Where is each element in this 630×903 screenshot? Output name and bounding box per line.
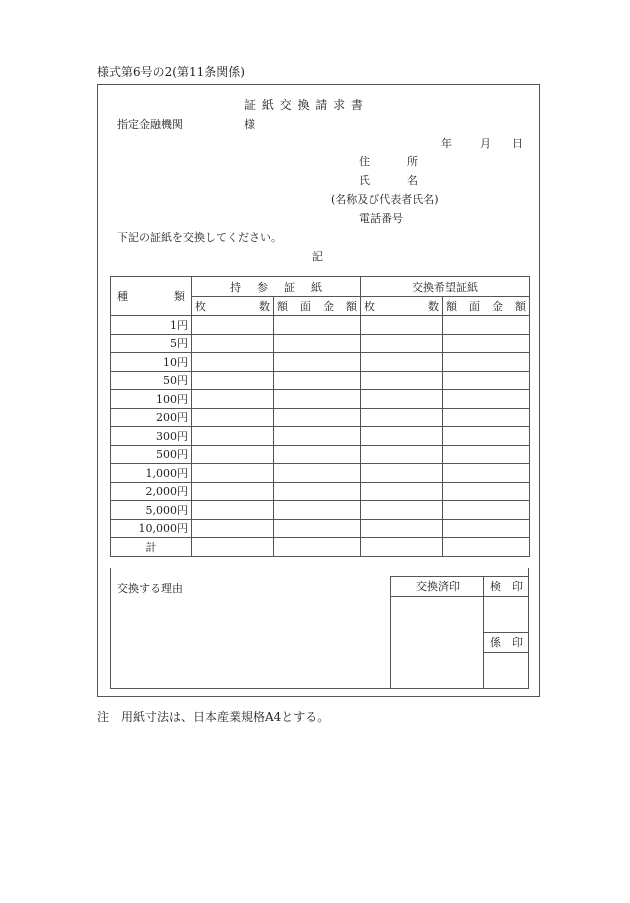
denomination-cell: 1円 [111,316,192,335]
honorific: 様 [244,118,255,131]
total-brought-count[interactable] [192,538,274,557]
brought-amount-cell[interactable] [274,408,361,427]
denomination-cell: 200円 [111,408,192,427]
table-row [111,501,530,520]
desired-count-cell[interactable] [361,464,443,483]
ki-label: 記 [312,250,323,263]
desired-count-cell[interactable] [361,408,443,427]
brought-count-cell[interactable] [192,334,274,353]
stamp-table [110,276,530,557]
reason-input-area[interactable] [117,600,385,684]
table-row [111,445,530,464]
table-row [111,353,530,372]
brought-amount-cell[interactable] [274,316,361,335]
type-header: 種 類 [111,277,192,316]
brought-amount-cell[interactable] [274,390,361,409]
date-day: 日 [512,137,523,150]
exchanged-seal-area[interactable] [391,597,482,687]
desired-amount-cell[interactable] [443,316,530,335]
table-row [111,334,530,353]
total-desired-amount[interactable] [443,538,530,557]
brought-amount-cell[interactable] [274,482,361,501]
table-row [111,316,530,335]
date-month: 月 [480,137,491,150]
brought-count-cell[interactable] [192,445,274,464]
brought-count-cell[interactable] [192,316,274,335]
denomination-cell: 1,000円 [111,464,192,483]
desired-amount-cell[interactable] [443,501,530,520]
desired-count-cell[interactable] [361,482,443,501]
denomination-cell: 10,000円 [111,519,192,538]
count-header: 枚 数 [361,297,443,316]
date-year: 年 [441,137,452,150]
denomination-cell: 5,000円 [111,501,192,520]
count-header: 枚 数 [192,297,274,316]
request-text: 下記の証紙を交換してください。 [117,231,282,244]
phone-label: 電話番号 [359,212,403,225]
name-label: 氏 名 [359,174,418,187]
brought-amount-cell[interactable] [274,501,361,520]
brought-amount-cell[interactable] [274,427,361,446]
denomination-cell: 300円 [111,427,192,446]
brought-count-cell[interactable] [192,390,274,409]
denomination-cell: 5円 [111,334,192,353]
total-brought-amount[interactable] [274,538,361,557]
page-title: 証 紙 交 換 請 求 書 [244,98,364,112]
table-row [111,427,530,446]
brought-header: 持 参 証 紙 [192,277,361,297]
desired-amount-cell[interactable] [443,371,530,390]
denomination-cell: 100円 [111,390,192,409]
form-number-label: 様式第6号の2(第11条関係) [97,65,245,79]
brought-count-cell[interactable] [192,464,274,483]
total-label: 計 [111,538,192,557]
denomination-cell: 50円 [111,371,192,390]
desired-count-cell[interactable] [361,334,443,353]
inspection-seal-area[interactable] [484,597,529,631]
addressee: 指定金融機関 [117,118,183,131]
table-row [111,371,530,390]
desired-count-cell[interactable] [361,445,443,464]
desired-amount-cell[interactable] [443,519,530,538]
brought-count-cell[interactable] [192,371,274,390]
brought-amount-cell[interactable] [274,464,361,483]
reason-label: 交換する理由 [117,582,183,595]
inspection-seal-label: 検 印 [490,580,523,593]
brought-count-cell[interactable] [192,482,274,501]
desired-amount-cell[interactable] [443,464,530,483]
denomination-cell: 500円 [111,445,192,464]
brought-amount-cell[interactable] [274,334,361,353]
desired-amount-cell[interactable] [443,353,530,372]
table-row [111,408,530,427]
reason-seal-box [110,568,529,689]
exchanged-seal-label: 交換済印 [416,580,460,593]
desired-amount-cell[interactable] [443,427,530,446]
clerk-seal-label: 係 印 [490,636,523,649]
amount-header: 額 面 金 額 [274,297,361,316]
desired-header: 交換希望証紙 [361,277,530,297]
table-row [111,482,530,501]
denomination-cell: 2,000円 [111,482,192,501]
desired-amount-cell[interactable] [443,408,530,427]
brought-amount-cell[interactable] [274,445,361,464]
desired-amount-cell[interactable] [443,390,530,409]
total-desired-count[interactable] [361,538,443,557]
table-row [111,464,530,483]
brought-amount-cell[interactable] [274,353,361,372]
brought-amount-cell[interactable] [274,519,361,538]
brought-count-cell[interactable] [192,519,274,538]
brought-count-cell[interactable] [192,501,274,520]
desired-count-cell[interactable] [361,501,443,520]
clerk-seal-area[interactable] [484,653,529,687]
footer-note: 注 用紙寸法は、日本産業規格A4とする。 [97,710,330,724]
table-row [111,390,530,409]
denomination-cell: 10円 [111,353,192,372]
brought-count-cell[interactable] [192,353,274,372]
desired-count-cell[interactable] [361,390,443,409]
amount-header: 額 面 金 額 [443,297,530,316]
table-row [111,519,530,538]
desired-count-cell[interactable] [361,316,443,335]
desired-count-cell[interactable] [361,353,443,372]
desired-amount-cell[interactable] [443,445,530,464]
brought-count-cell[interactable] [192,408,274,427]
desired-count-cell[interactable] [361,427,443,446]
desired-count-cell[interactable] [361,519,443,538]
desired-amount-cell[interactable] [443,482,530,501]
desired-count-cell[interactable] [361,371,443,390]
desired-amount-cell[interactable] [443,334,530,353]
brought-amount-cell[interactable] [274,371,361,390]
address-label: 住 所 [359,155,418,168]
brought-count-cell[interactable] [192,427,274,446]
name-note: (名称及び代表者氏名) [331,193,439,206]
